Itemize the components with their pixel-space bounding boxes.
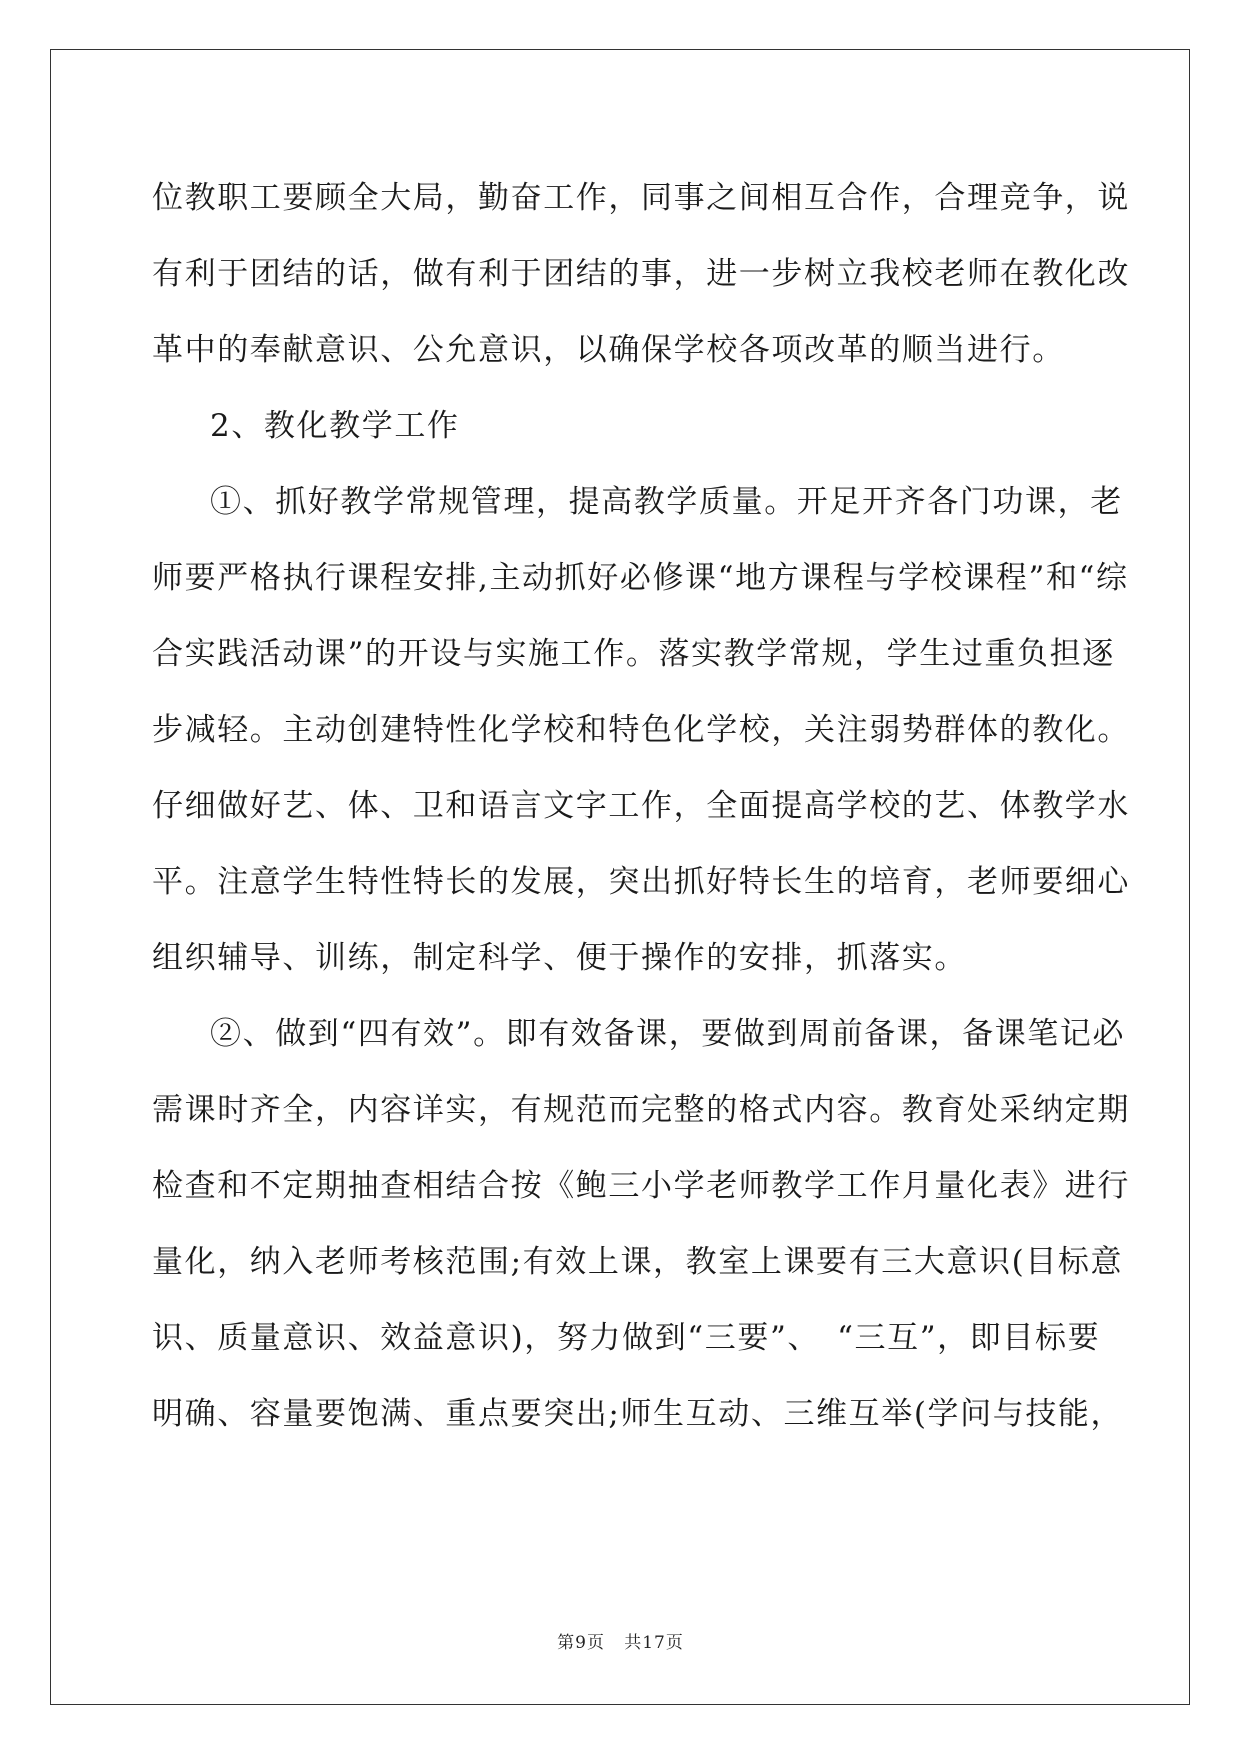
footer-gap [605, 1633, 624, 1653]
text-line: 师要严格执行课程安排,主动抓好必修课“地方课程与学校课程”和“综 [152, 560, 1129, 596]
text-line: 步减轻。主动创建特性化学校和特色化学校，关注弱势群体的教化。 [152, 712, 1130, 748]
text-line: 有利于团结的话，做有利于团结的事，进一步树立我校老师在教化改 [152, 256, 1130, 292]
text-line: 需课时齐全，内容详实，有规范而完整的格式内容。教育处采纳定期 [152, 1092, 1130, 1128]
text-line: 组织辅导、训练，制定科学、便于操作的安排，抓落实。 [152, 940, 967, 976]
text-line: ①、抓好教学常规管理，提高教学质量。开足开齐各门功课，老 [210, 484, 1123, 520]
text-line: 革中的奉献意识、公允意识，以确保学校各项改革的顺当进行。 [152, 332, 1065, 368]
page-total: 共17页 [624, 1633, 684, 1653]
text-line: 合实践活动课”的开设与实施工作。落实教学常规，学生过重负担逐 [152, 636, 1115, 672]
text-line: 明确、容量要饱满、重点要突出;师生互动、三维互举(学问与技能， [152, 1396, 1124, 1432]
page-footer [0, 1628, 1241, 1653]
text-line: 位教职工要顾全大局，勤奋工作，同事之间相互合作，合理竞争，说 [152, 180, 1130, 216]
text-line: 识、质量意识、效益意识)，努力做到“三要”、 “三互”，即目标要 [152, 1320, 1101, 1356]
text-line: 量化，纳入老师考核范围;有效上课，教室上课要有三大意识(目标意 [152, 1244, 1124, 1280]
document-body [152, 160, 1130, 1452]
page-number: 第9页 [557, 1633, 605, 1653]
text-line: 仔细做好艺、体、卫和语言文字工作，全面提高学校的艺、体教学水 [152, 788, 1130, 824]
text-line: ②、做到“四有效”。即有效备课，要做到周前备课，备课笔记必 [210, 1016, 1126, 1052]
section-heading: 2、教化教学工作 [210, 408, 460, 444]
text-line: 平。注意学生特性特长的发展，突出抓好特长生的培育，老师要细心 [152, 864, 1130, 900]
text-line: 检查和不定期抽查相结合按《鲍三小学老师教学工作月量化表》进行 [152, 1168, 1130, 1204]
